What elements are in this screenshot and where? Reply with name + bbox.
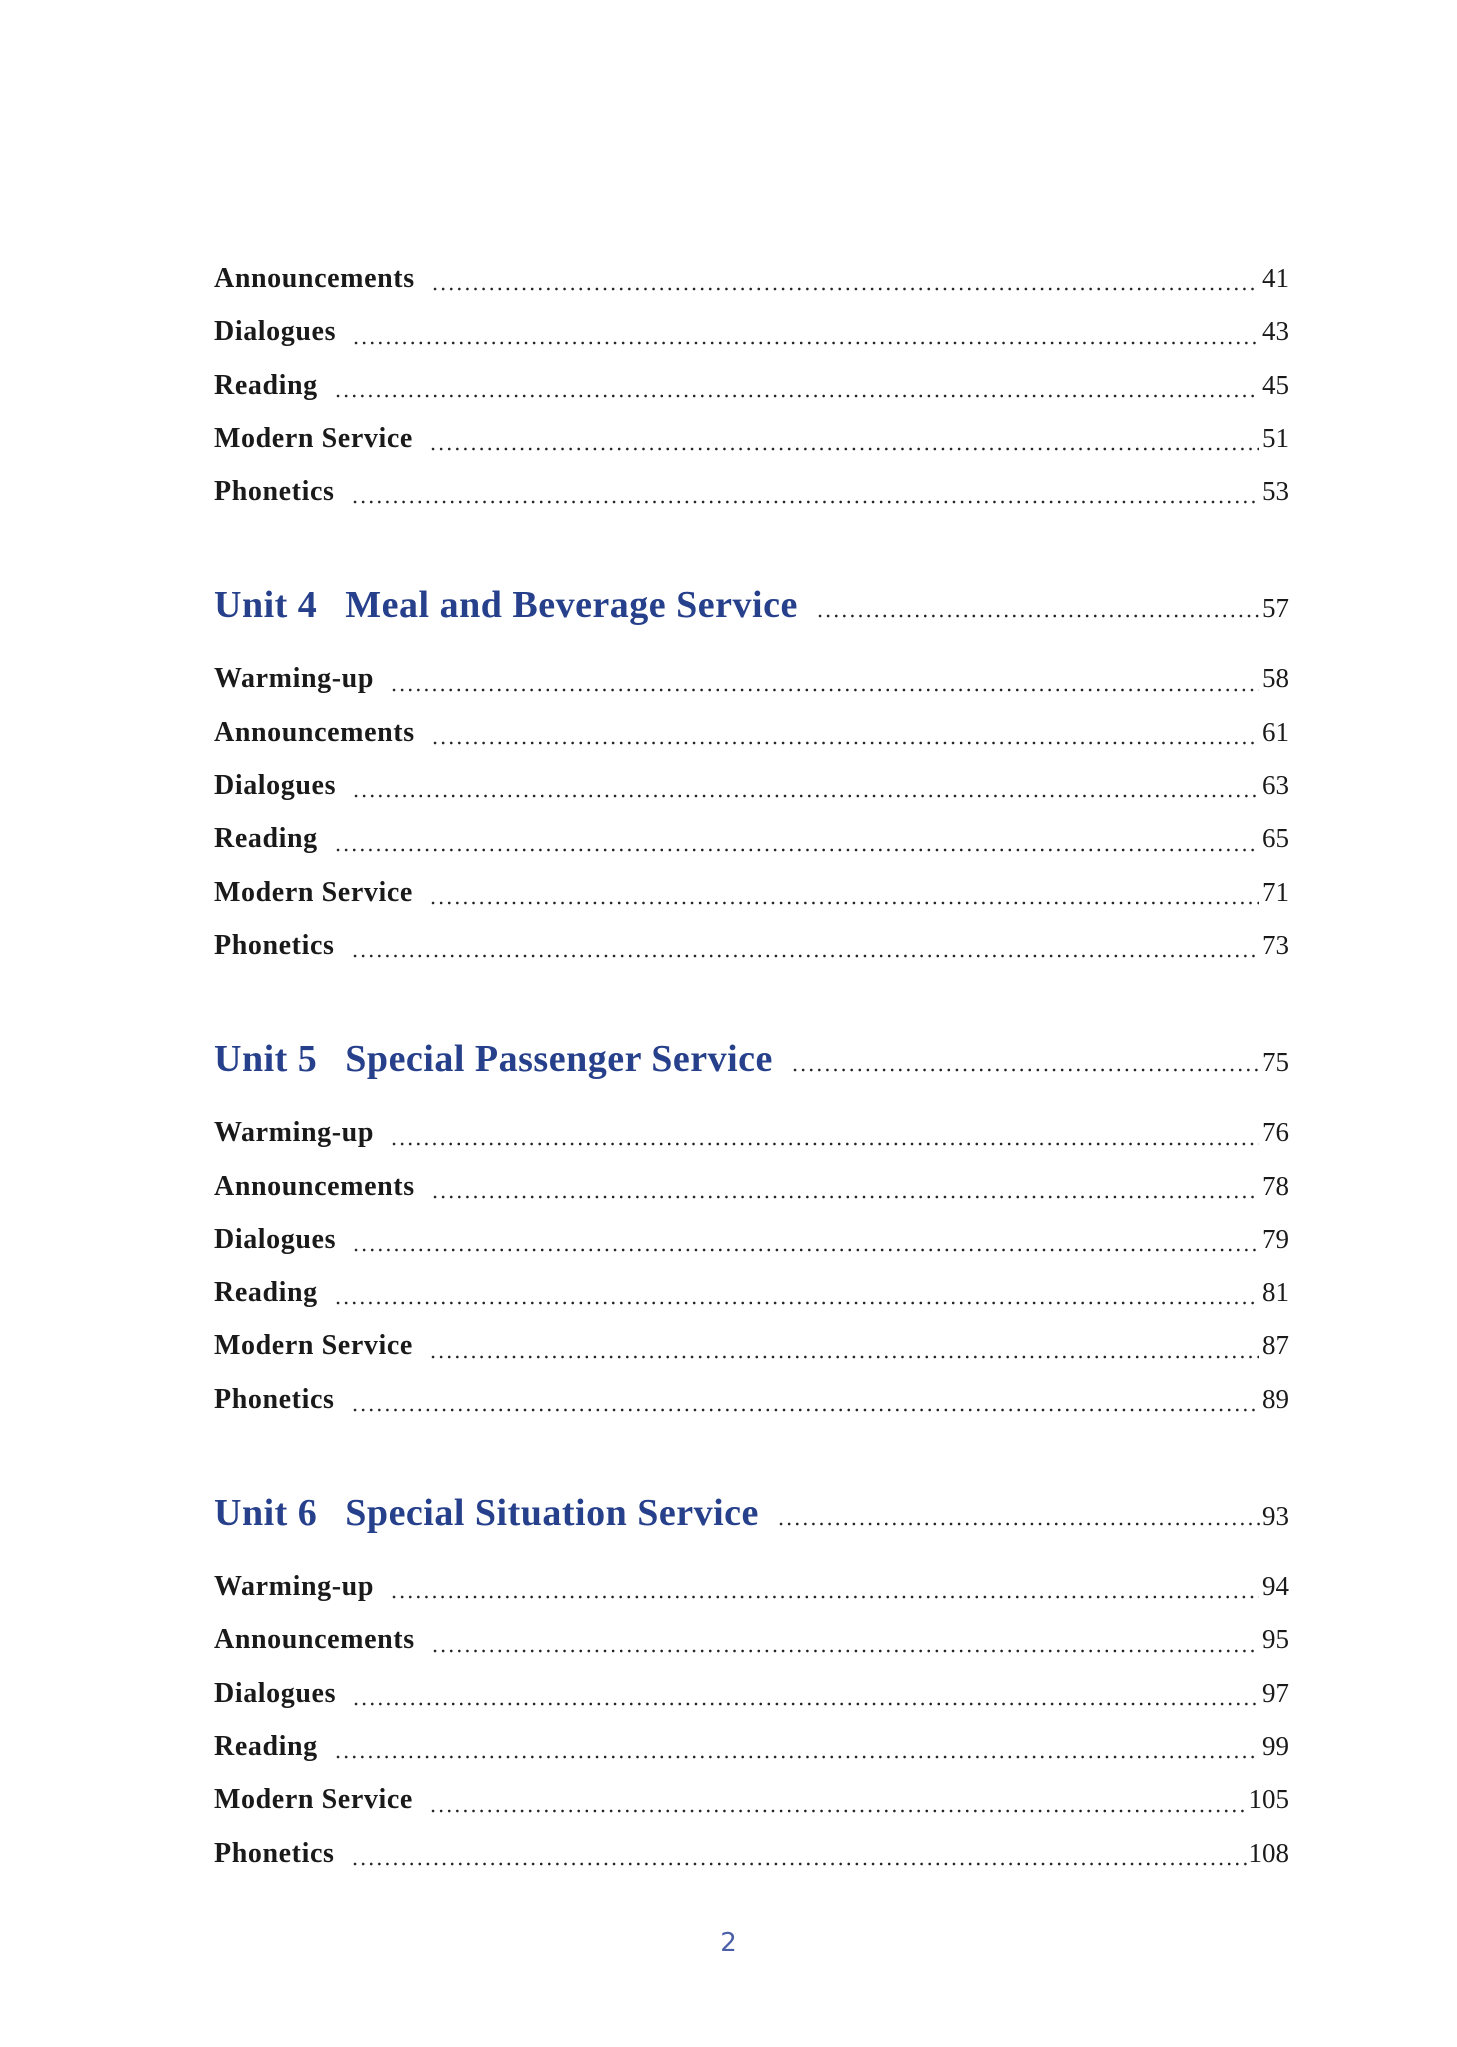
- toc-entry: [214, 706, 1289, 759]
- toc-page-number: 89: [1262, 1383, 1289, 1414]
- toc-entry: [214, 1213, 1289, 1266]
- toc-entry: [214, 1319, 1289, 1372]
- toc-entry-title: Warming-up: [214, 1117, 375, 1149]
- unit-title: [214, 1029, 791, 1089]
- toc-entry: [214, 412, 1289, 465]
- toc-entry-title: Reading: [214, 823, 318, 855]
- toc-entry: [214, 1613, 1289, 1666]
- dot-leader: [352, 305, 1259, 344]
- dot-leader: [352, 1213, 1259, 1252]
- toc-entry-title: Phonetics: [214, 929, 335, 961]
- toc-entry: [214, 1106, 1289, 1159]
- toc-entry: [214, 759, 1289, 812]
- toc-page-number: 99: [1262, 1730, 1289, 1761]
- toc-page-number: 87: [1262, 1330, 1289, 1361]
- toc-page-number: 57: [1262, 593, 1289, 624]
- dot-leader: [351, 1827, 1247, 1866]
- toc-entry: [214, 1560, 1289, 1613]
- dot-leader: [390, 652, 1259, 691]
- dot-leader: [390, 1106, 1259, 1145]
- toc-entry: [214, 919, 1289, 972]
- toc-page-number: 45: [1262, 369, 1289, 400]
- dot-leader: [334, 1720, 1259, 1759]
- toc-entry: [214, 866, 1289, 919]
- toc-page-number: 75: [1262, 1047, 1289, 1078]
- dot-leader: [334, 1266, 1259, 1305]
- dot-leader: [351, 1373, 1259, 1412]
- toc-entry-title: Dialogues: [214, 1677, 337, 1709]
- toc-entry: [214, 1160, 1289, 1213]
- toc-page-number: 51: [1262, 422, 1289, 453]
- toc-entry-title: Dialogues: [214, 770, 337, 802]
- dot-leader: [816, 575, 1260, 618]
- dot-leader: [352, 759, 1259, 798]
- toc-entry: [214, 465, 1289, 518]
- toc-page-number: 63: [1262, 770, 1289, 801]
- unit-title: [214, 1483, 777, 1543]
- toc-entry: [214, 812, 1289, 865]
- toc-page-number: 41: [1262, 263, 1289, 293]
- unit-number: Unit 4: [214, 584, 318, 627]
- toc-page-number: 79: [1262, 1223, 1289, 1254]
- toc-entry: [214, 252, 1289, 305]
- toc-page-number: 95: [1262, 1624, 1289, 1655]
- dot-leader: [429, 866, 1259, 905]
- unit-number: Unit 6: [214, 1492, 318, 1535]
- toc-page-number: 61: [1262, 716, 1289, 747]
- toc-entry: [214, 1720, 1289, 1773]
- table-of-contents: [214, 252, 1289, 1880]
- toc-entry: [214, 1827, 1289, 1880]
- unit-name: Special Passenger Service: [345, 1038, 773, 1081]
- dot-leader: [429, 412, 1259, 451]
- dot-leader: [791, 1029, 1260, 1072]
- toc-page-number: 78: [1262, 1170, 1289, 1201]
- dot-leader: [431, 252, 1259, 291]
- toc-page-number: 73: [1262, 929, 1289, 960]
- toc-entry-title: Phonetics: [214, 476, 335, 508]
- toc-entry-title: Announcements: [214, 1170, 415, 1202]
- toc-entry: [214, 1667, 1289, 1720]
- toc-page-number: 43: [1262, 316, 1289, 347]
- dot-leader: [429, 1773, 1247, 1812]
- dot-leader: [334, 359, 1259, 398]
- dot-leader: [390, 1560, 1259, 1599]
- toc-entry-title: Warming-up: [214, 1571, 375, 1603]
- toc-entry-title: Dialogues: [214, 316, 337, 348]
- dot-leader: [431, 1160, 1259, 1199]
- unit-heading: [214, 1483, 1289, 1543]
- toc-entry: [214, 1373, 1289, 1426]
- toc-page-number: 65: [1262, 823, 1289, 854]
- dot-leader: [352, 1667, 1259, 1706]
- toc-entry: [214, 652, 1289, 705]
- toc-entry-title: Reading: [214, 369, 318, 401]
- toc-page-number: 105: [1248, 1784, 1289, 1815]
- page-number: 2: [720, 1928, 737, 1958]
- toc-page-number: 97: [1262, 1677, 1289, 1708]
- unit-name: Meal and Beverage Service: [345, 584, 798, 627]
- toc-entry-title: Announcements: [214, 1624, 415, 1656]
- toc-entry-title: Warming-up: [214, 663, 375, 695]
- unit-heading: [214, 575, 1289, 635]
- dot-leader: [351, 465, 1259, 504]
- toc-entry-title: Modern Service: [214, 876, 413, 908]
- toc-entry-title: Dialogues: [214, 1223, 337, 1255]
- unit-name: Special Situation Service: [345, 1492, 759, 1535]
- toc-entry-title: Phonetics: [214, 1837, 335, 1869]
- unit-heading: [214, 1029, 1289, 1089]
- toc-page-number: 93: [1262, 1501, 1289, 1532]
- toc-entry: [214, 1266, 1289, 1319]
- dot-leader: [777, 1483, 1260, 1526]
- toc-entry-title: Announcements: [214, 263, 415, 294]
- toc-page-number: 76: [1262, 1117, 1289, 1148]
- toc-page-number: 71: [1262, 876, 1289, 907]
- toc-entry-title: Reading: [214, 1277, 318, 1309]
- toc-page-number: 108: [1248, 1837, 1289, 1868]
- dot-leader: [334, 812, 1259, 851]
- dot-leader: [431, 706, 1259, 745]
- unit-number: Unit 5: [214, 1038, 318, 1081]
- toc-entry-title: Modern Service: [214, 422, 413, 454]
- toc-page-number: 53: [1262, 476, 1289, 507]
- dot-leader: [351, 919, 1259, 958]
- toc-entry-title: Modern Service: [214, 1330, 413, 1362]
- unit-title: [214, 575, 816, 635]
- dot-leader: [429, 1319, 1259, 1358]
- toc-entry-title: Modern Service: [214, 1784, 413, 1816]
- toc-entry: [214, 305, 1289, 358]
- toc-page-number: 94: [1262, 1571, 1289, 1602]
- dot-leader: [431, 1613, 1259, 1652]
- toc-entry: [214, 1773, 1289, 1826]
- toc-entry-title: Phonetics: [214, 1383, 335, 1415]
- toc-entry-title: Announcements: [214, 716, 415, 748]
- toc-page-number: 81: [1262, 1277, 1289, 1308]
- toc-entry-title: Reading: [214, 1730, 318, 1762]
- toc-page-number: 58: [1262, 663, 1289, 694]
- toc-entry: [214, 359, 1289, 412]
